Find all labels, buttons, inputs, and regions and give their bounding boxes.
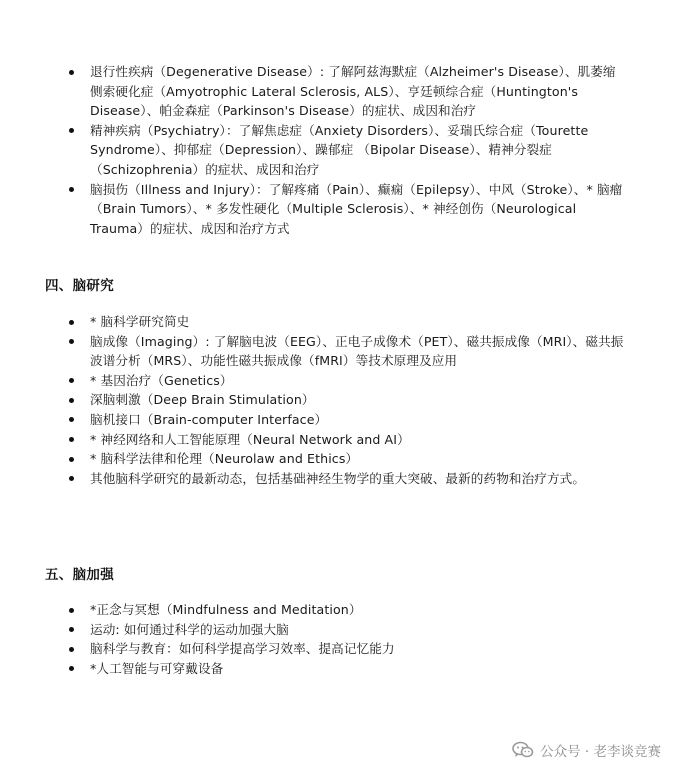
list-item: 深脑刺激（Deep Brain Stimulation）: [68, 390, 628, 410]
watermark: [512, 740, 661, 760]
section4-list: [68, 312, 628, 488]
list-item: * 脑科学法律和伦理（Neurolaw and Ethics）: [68, 449, 628, 469]
list-item: 退行性疾病（Degenerative Disease）: 了解阿兹海默症（Alzheimer's Disease）、肌萎缩侧索硬化症（Amyotrophic Lateral Sclerosis, ALS）、亨廷顿综合症（Huntington's Disease）、帕金森症（Parkinson's Disease）的症状、成因和治疗: [68, 62, 628, 121]
list-item: 脑机接口（Brain-computer Interface）: [68, 410, 628, 430]
section5-heading: 五、脑加强: [45, 567, 114, 583]
list-item: 脑科学与教育：如何科学提高学习效率、提高记忆能力: [68, 639, 628, 659]
list-item: * 神经网络和人工智能原理（Neural Network and AI）: [68, 430, 628, 450]
list-item: * 脑科学研究简史: [68, 312, 628, 332]
list-item: *人工智能与可穿戴设备: [68, 659, 628, 679]
section4-heading: 四、脑研究: [45, 278, 114, 294]
section3-list: [68, 62, 628, 238]
list-item: 运动: 如何通过科学的运动加强大脑: [68, 620, 628, 640]
list-item: 脑成像（Imaging）: 了解脑电波（EEG）、正电子成像术（PET）、磁共振成像（MRI）、磁共振波谱分析（MRS）、功能性磁共振成像（fMRI）等技术原理及应用: [68, 332, 628, 371]
section5-list: [68, 600, 628, 678]
list-item: 精神疾病（Psychiatry）：了解焦虑症（Anxiety Disorders）、妥瑞氏综合症（Tourette Syndrome）、抑郁症（Depression）、躁郁症 （Bipolar Disease）、精神分裂症（Schizophrenia）的症状、成因和治疗: [68, 121, 628, 180]
list-item: * 基因治疗（Genetics）: [68, 371, 628, 391]
list-item: *正念与冥想（Mindfulness and Meditation）: [68, 600, 628, 620]
list-item: 脑损伤（Illness and Injury）：了解疼痛（Pain）、癫痫（Epilepsy）、中风（Stroke）、* 脑瘤（Brain Tumors）、* 多发性硬化（Multiple Sclerosis）、* 神经创伤（Neurological Trauma）的症状、成因和治疗方式: [68, 180, 628, 239]
wechat-icon: [512, 741, 534, 759]
list-item: 其他脑科学研究的最新动态，包括基础神经生物学的重大突破、最新的药物和治疗方式。: [68, 469, 628, 489]
watermark-text: 公众号 · 老李谈竞赛: [540, 744, 661, 760]
